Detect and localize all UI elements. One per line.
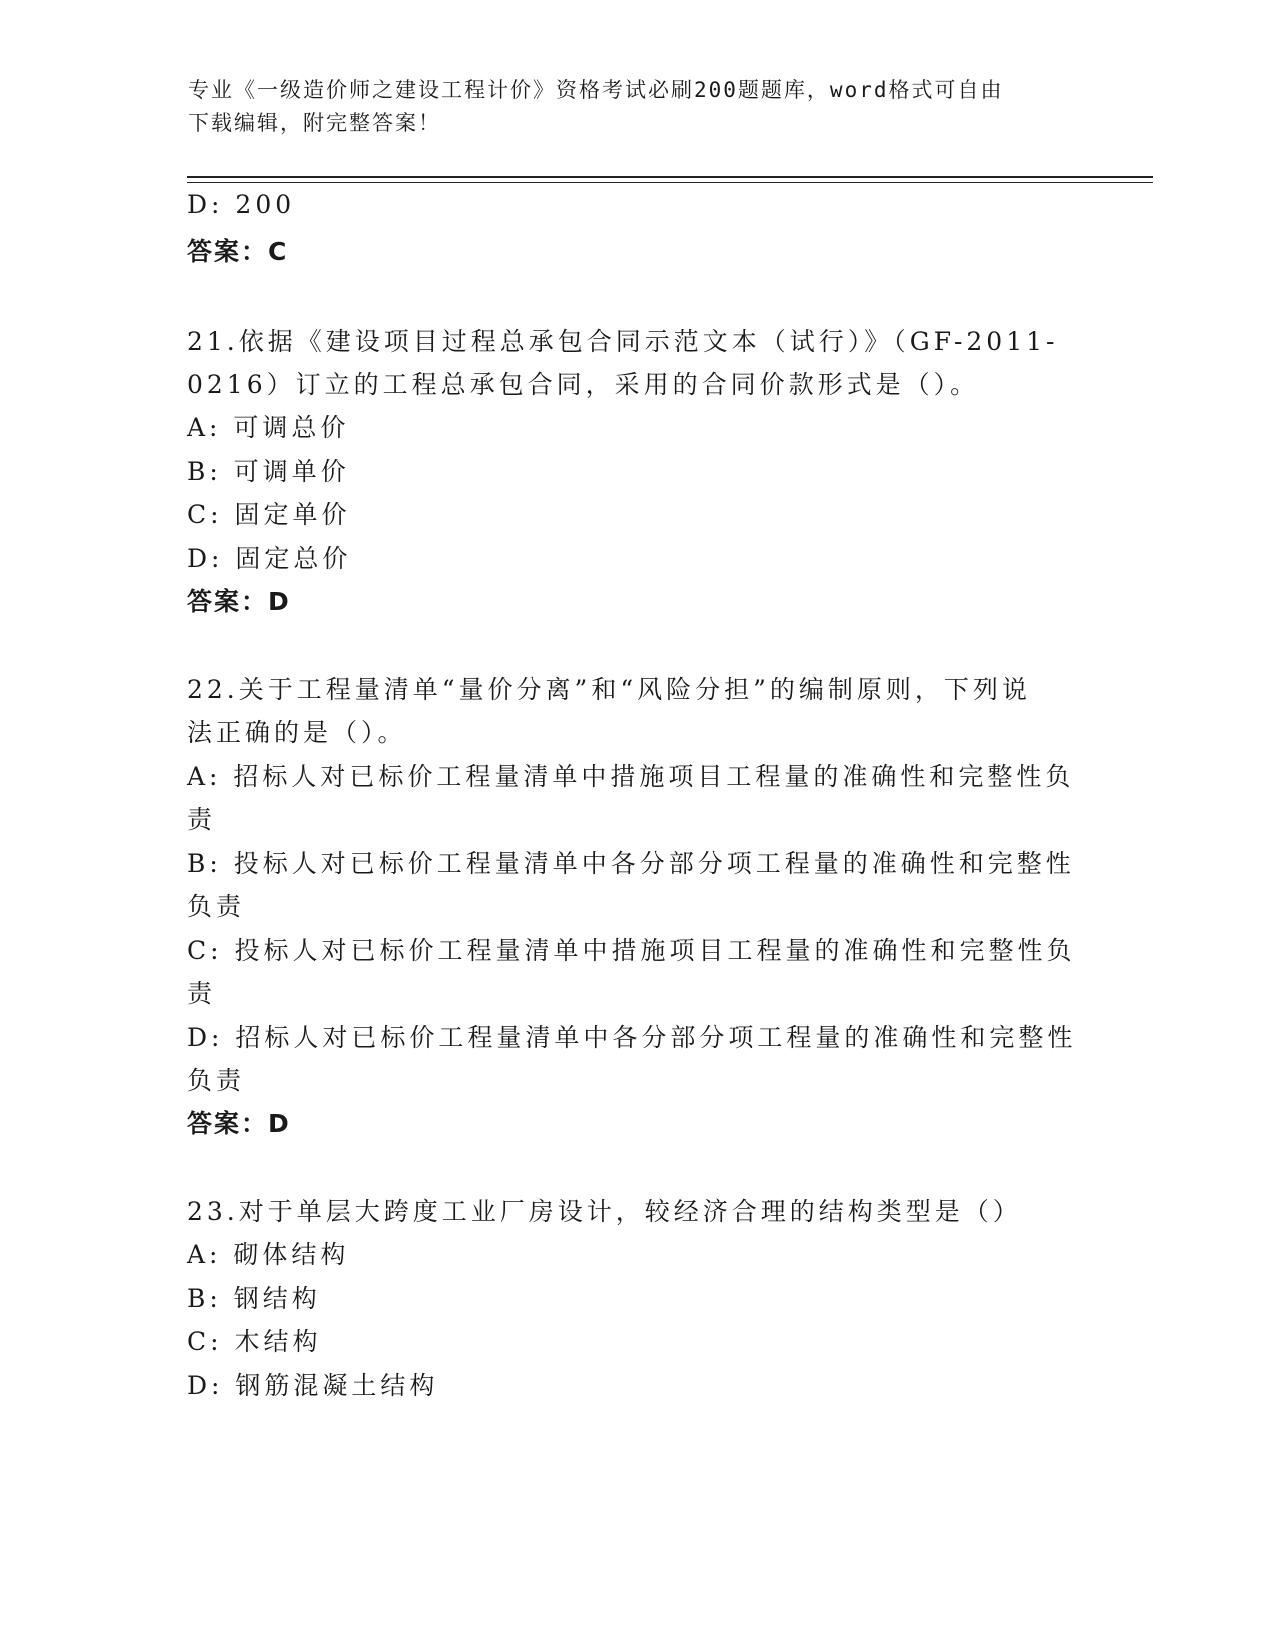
header-rule-thick bbox=[187, 176, 1153, 178]
q21-option-c: C: 固定单价 bbox=[187, 500, 351, 529]
header-line-1: 专业《一级造价师之建设工程计价》资格考试必刷200题题库，word格式可自由 bbox=[188, 78, 1004, 102]
prev-answer: 答案：C bbox=[187, 237, 289, 266]
q22-option-d-line-1: D: 招标人对已标价工程量清单中各分部分项工程量的准确性和完整性 bbox=[187, 1023, 1077, 1052]
q22-stem-line-1: 22.关于工程量清单“量价分离”和“风险分担”的编制原则，下列说 bbox=[187, 675, 1031, 704]
q21-answer: 答案：D bbox=[187, 587, 291, 616]
q22-option-c-line-2: 责 bbox=[187, 979, 217, 1008]
q23-option-a: A: 砌体结构 bbox=[187, 1240, 350, 1269]
q21-stem-line-2: 0216）订立的工程总承包合同，采用的合同价款形式是（）。 bbox=[187, 370, 980, 399]
q21-stem-line-1: 21.依据《建设项目过程总承包合同示范文本（试行）》（GF-2011- bbox=[187, 327, 1059, 356]
page-header bbox=[188, 74, 1088, 140]
q21-option-d: D: 固定总价 bbox=[187, 544, 352, 573]
q23-option-c: C: 木结构 bbox=[187, 1327, 322, 1356]
q22-option-a-line-2: 责 bbox=[187, 805, 217, 834]
q21-option-b: B: 可调单价 bbox=[187, 457, 350, 486]
q23-option-b: B: 钢结构 bbox=[187, 1284, 321, 1313]
q22-option-c-line-1: C: 投标人对已标价工程量清单中措施项目工程量的准确性和完整性负 bbox=[187, 936, 1076, 965]
q21-option-a: A: 可调总价 bbox=[187, 413, 350, 442]
q22-option-b-line-1: B: 投标人对已标价工程量清单中各分部分项工程量的准确性和完整性 bbox=[187, 849, 1075, 878]
q22-answer: 答案：D bbox=[187, 1109, 291, 1138]
q23-stem-line-1: 23.对于单层大跨度工业厂房设计，较经济合理的结构类型是（） bbox=[187, 1197, 1022, 1226]
q22-option-a-line-1: A: 招标人对已标价工程量清单中措施项目工程量的准确性和完整性负 bbox=[187, 762, 1075, 791]
q23-option-d: D: 钢筋混凝土结构 bbox=[187, 1371, 439, 1400]
prev-option-d: D: 200 bbox=[187, 190, 296, 219]
q22-option-d-line-2: 负责 bbox=[187, 1066, 246, 1095]
header-rule-thin bbox=[187, 182, 1153, 183]
q22-stem-line-2: 法正确的是（）。 bbox=[187, 718, 407, 747]
header-line-2: 下载编辑，附完整答案！ bbox=[188, 111, 441, 135]
q22-option-b-line-2: 负责 bbox=[187, 892, 246, 921]
